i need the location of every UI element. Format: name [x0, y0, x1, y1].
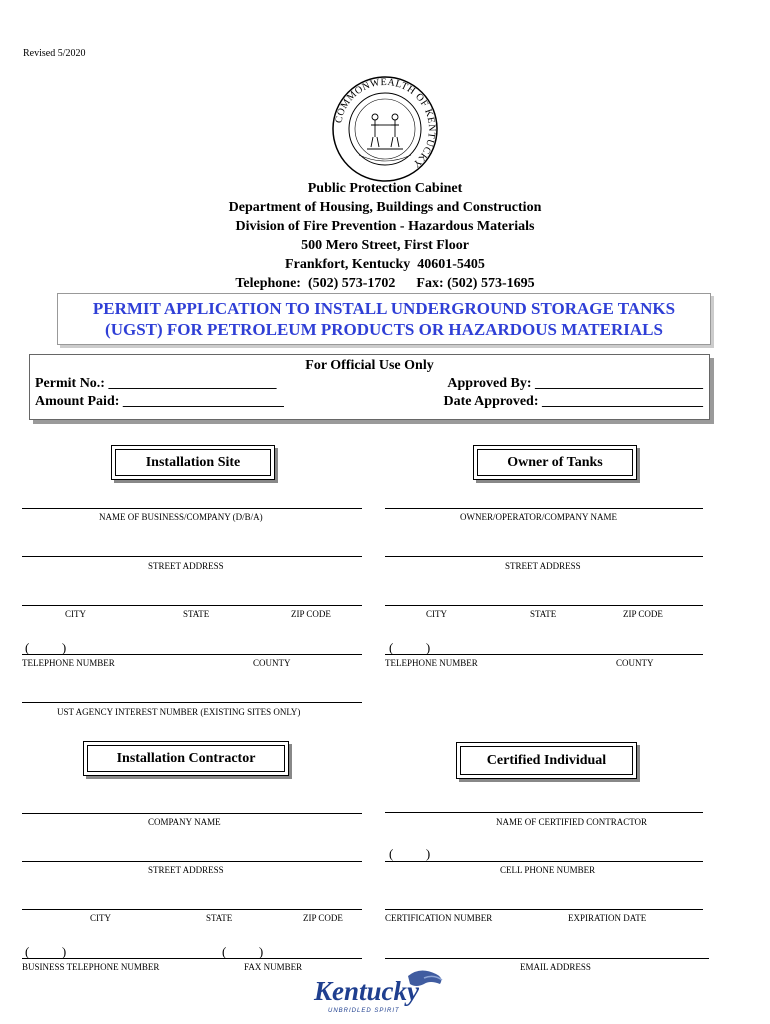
site-business-name-line[interactable]: [22, 508, 362, 509]
contractor-street-line[interactable]: [22, 861, 362, 862]
site-phone-county-line[interactable]: [22, 654, 362, 655]
approved-by-field[interactable]: Approved By: ________________________: [447, 376, 703, 391]
owner-of-tanks-heading: Owner of Tanks: [477, 449, 633, 476]
kentucky-state-seal: [331, 75, 439, 183]
contractor-company-label: COMPANY NAME: [148, 817, 221, 827]
ust-agency-line[interactable]: [22, 702, 362, 703]
site-city-label: CITY: [65, 609, 86, 619]
street-address: 500 Mero Street, First Floor: [301, 238, 469, 253]
contractor-zip-label: ZIP CODE: [303, 913, 343, 923]
site-state-label: STATE: [183, 609, 210, 619]
agency-header: [0, 179, 770, 293]
contractor-fax-label: FAX NUMBER: [244, 962, 303, 972]
owner-name-line[interactable]: [385, 508, 703, 509]
certification-number-label: CERTIFICATION NUMBER: [385, 913, 493, 923]
certified-cell-area-code: ( ): [389, 846, 431, 861]
contractor-street-label: STREET ADDRESS: [148, 865, 224, 875]
permit-number-field[interactable]: Permit No.: ________________________: [35, 376, 277, 391]
owner-zip-label: ZIP CODE: [623, 609, 663, 619]
svg-text:UNBRIDLED SPIRIT: UNBRIDLED SPIRIT: [328, 1008, 400, 1014]
site-phone-label: TELEPHONE NUMBER: [22, 658, 115, 668]
form-title-line-2: (UGST) FOR PETROLEUM PRODUCTS OR HAZARDOUS MATERIALS: [105, 320, 663, 339]
email-line[interactable]: [385, 958, 709, 959]
official-use-box: [29, 354, 710, 420]
certified-name-line[interactable]: [385, 812, 703, 813]
email-label: EMAIL ADDRESS: [520, 962, 591, 972]
amount-paid-field[interactable]: Amount Paid: _______________________: [35, 394, 284, 409]
certified-individual-heading-box: [456, 742, 637, 779]
installation-site-heading: Installation Site: [115, 449, 271, 476]
certified-cell-line[interactable]: [385, 861, 703, 862]
owner-county-label: COUNTY: [616, 658, 654, 668]
owner-phone-county-line[interactable]: [385, 654, 703, 655]
site-business-name-label: NAME OF BUSINESS/COMPANY (D/B/A): [99, 512, 263, 522]
certification-number-line[interactable]: [385, 909, 703, 910]
contractor-phone-label: BUSINESS TELEPHONE NUMBER: [22, 962, 160, 972]
site-county-label: COUNTY: [253, 658, 291, 668]
certified-cell-label: CELL PHONE NUMBER: [500, 865, 596, 875]
form-title-box: [57, 293, 711, 345]
city-state-zip: Frankfort, Kentucky 40601-5405: [285, 257, 485, 272]
owner-phone-label: TELEPHONE NUMBER: [385, 658, 478, 668]
owner-street-line[interactable]: [385, 556, 703, 557]
site-city-state-zip-line[interactable]: [22, 605, 362, 606]
owner-name-label: OWNER/OPERATOR/COMPANY NAME: [460, 512, 617, 522]
owner-phone-area-code: ( ): [389, 640, 431, 655]
contractor-phone-area-code: ( ): [25, 944, 67, 959]
owner-street-label: STREET ADDRESS: [505, 561, 581, 571]
contractor-phone-fax-line[interactable]: [22, 958, 362, 959]
site-zip-label: ZIP CODE: [291, 609, 331, 619]
contractor-fax-area-code: ( ): [222, 944, 264, 959]
installation-site-heading-box: [111, 445, 275, 480]
site-street-label: STREET ADDRESS: [148, 561, 224, 571]
contractor-state-label: STATE: [206, 913, 233, 923]
owner-state-label: STATE: [530, 609, 557, 619]
site-phone-area-code: ( ): [25, 640, 67, 655]
svg-text:COMMONWEALTH OF KENTUCKY: COMMONWEALTH OF KENTUCKY: [333, 76, 438, 170]
ust-agency-label: UST AGENCY INTEREST NUMBER (EXISTING SITES ONLY): [57, 707, 301, 717]
owner-of-tanks-heading-box: [473, 445, 637, 480]
site-street-line[interactable]: [22, 556, 362, 557]
revision-date: Revised 5/2020: [23, 48, 86, 59]
form-title-line-1: PERMIT APPLICATION TO INSTALL UNDERGROUND STORAGE TANKS: [92, 299, 676, 318]
department-name: Department of Housing, Buildings and Construction: [228, 200, 542, 215]
certified-name-label: NAME OF CERTIFIED CONTRACTOR: [496, 817, 648, 827]
cabinet-name: Public Protection Cabinet: [307, 181, 463, 196]
expiration-date-label: EXPIRATION DATE: [568, 913, 647, 923]
owner-city-label: CITY: [426, 609, 447, 619]
installation-contractor-heading-box: [83, 741, 289, 776]
date-approved-field[interactable]: Date Approved: _______________________: [443, 394, 703, 409]
contractor-city-label: CITY: [90, 913, 111, 923]
certified-individual-heading: Certified Individual: [460, 746, 633, 775]
contractor-company-line[interactable]: [22, 813, 362, 814]
kentucky-unbridled-spirit-logo: [312, 968, 450, 1018]
official-use-heading: For Official Use Only: [305, 358, 434, 373]
phone-fax: Telephone: (502) 573-1702 Fax: (502) 573-1695: [235, 276, 535, 291]
contractor-city-state-zip-line[interactable]: [22, 909, 362, 910]
owner-city-state-zip-line[interactable]: [385, 605, 703, 606]
svg-text:Kentucky: Kentucky: [314, 976, 419, 1006]
division-name: Division of Fire Prevention - Hazardous Materials: [235, 219, 535, 234]
installation-contractor-heading: Installation Contractor: [87, 745, 285, 772]
